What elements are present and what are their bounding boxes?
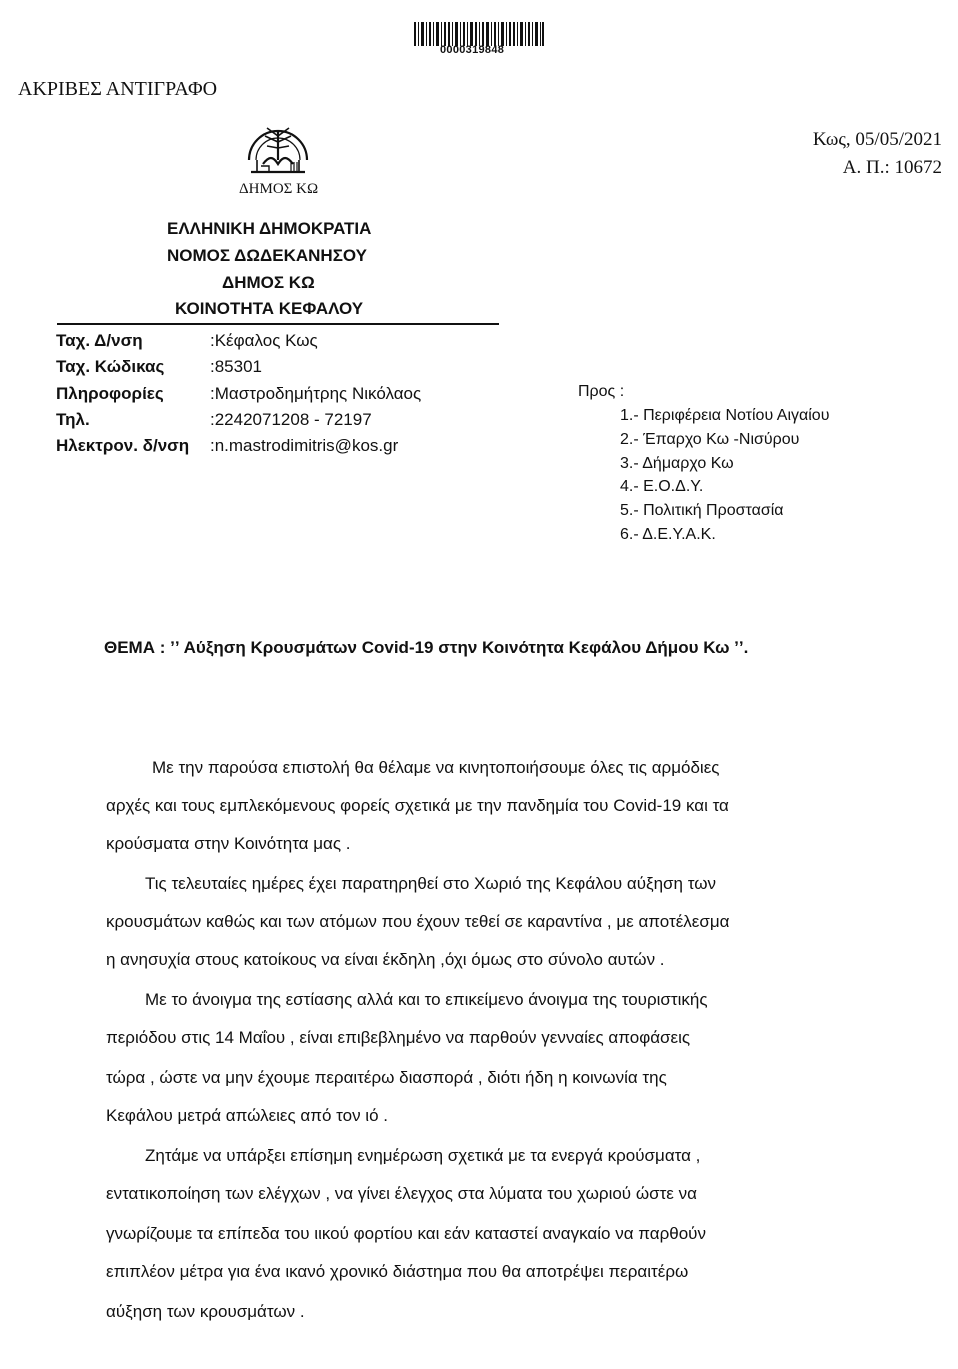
body-line: περιόδου στις 14 Μαΐου , είναι επιβεβλημένο να παρθούν γενναίες αποφάσεις (106, 1028, 691, 1047)
body-line: Τις τελευταίες ημέρες έχει παρατηρηθεί στο Χωριό της Κεφάλου αύξηση των (145, 874, 716, 893)
contact-label-address: Ταχ. Δ/νση (56, 331, 143, 350)
body-line: Ζητάμε να υπάρξει επίσημη ενημέρωση σχετικά με τα ενεργά κρούσματα , (145, 1146, 701, 1165)
recipient-item: 4.- Ε.Ο.Δ.Υ. (620, 478, 704, 495)
recipient-item: 5.- Πολιτική Προστασία (620, 502, 784, 519)
header-line-community: ΚΟΙΝΟΤΗΤΑ ΚΕΦΑΛΟΥ (175, 299, 364, 318)
contact-value-email: :n.mastrodimitris@kos.gr (210, 436, 399, 455)
body-line: αρχές και τους εμπλεκόμενους φορείς σχετικά με την πανδημία του Covid-19 και τα (106, 796, 729, 815)
body-line: Κεφάλου μετρά απώλειες από τον ιό . (106, 1106, 388, 1125)
body-line: η ανησυχία στους κατοίκους να είναι έκδηλη ,όχι όμως στο σύνολο αυτών . (106, 950, 665, 969)
document-date: Κως, 05/05/2021 (812, 129, 942, 150)
body-line: αύξηση των κρουσμάτων . (106, 1302, 305, 1321)
recipients-title: Προς : (578, 383, 625, 400)
contact-value-phone: :2242071208 - 72197 (210, 410, 372, 429)
body-line: Με την παρούσα επιστολή θα θέλαμε να κινητοποιήσουμε όλες τις αρμόδιες (152, 758, 720, 777)
logo-caption: ΔΗΜΟΣ ΚΩ (239, 181, 319, 197)
certified-copy-label: ΑΚΡΙΒΕΣ ΑΝΤΙΓΡΑΦΟ (18, 78, 218, 100)
recipient-item: 6.- Δ.Ε.Υ.Α.Κ. (620, 526, 716, 543)
protocol-number: Α. Π.: 10672 (842, 157, 942, 178)
contact-label-info: Πληροφορίες (56, 384, 164, 403)
contact-value-postcode: :85301 (210, 357, 262, 376)
header-divider (57, 323, 499, 325)
municipality-emblem-icon (243, 120, 313, 178)
header-line-prefecture: ΝΟΜΟΣ ΔΩΔΕΚΑΝΗΣΟΥ (167, 246, 367, 265)
contact-label-postcode: Ταχ. Κώδικας (56, 357, 165, 376)
header-line-republic: ΕΛΛΗΝΙΚΗ ΔΗΜΟΚΡΑΤΙΑ (167, 219, 372, 238)
barcode-number: 0000319848 (440, 44, 505, 56)
body-line: γνωρίζουμε τα επίπεδα του ιικού φορτίου και εάν καταστεί αναγκαίο να παρθούν (106, 1224, 706, 1243)
body-line: επιπλέον μέτρα για ένα ικανό χρονικό διάστημα που θα αποτρέψει περαιτέρω (106, 1262, 689, 1281)
body-line: κρούσματα στην Κοινότητα μας . (106, 834, 351, 853)
recipient-item: 2.- Έπαρχο Κω -Νισύρου (620, 431, 800, 448)
contact-label-phone: Τηλ. (56, 410, 90, 429)
subject-line: ΘΕΜΑ : ʼʼ Αύξηση Κρουσμάτων Covid-19 στην Κοινότητα Κεφάλου Δήμου Κω ʼʼ. (104, 638, 749, 657)
recipient-item: 1.- Περιφέρεια Νοτίου Αιγαίου (620, 407, 830, 424)
body-line: κρουσμάτων καθώς και των ατόμων που έχουν τεθεί σε καραντίνα , με αποτέλεσμα (106, 912, 730, 931)
contact-value-info: :Μαστροδημήτρης Νικόλαος (210, 384, 422, 403)
body-line: Με το άνοιγμα της εστίασης αλλά και το επικείμενο άνοιγμα της τουριστικής (145, 990, 708, 1009)
header-line-municipality: ΔΗΜΟΣ ΚΩ (222, 273, 315, 292)
contact-value-address: :Κέφαλος Κως (210, 331, 318, 350)
recipient-item: 3.- Δήμαρχο Κω (620, 455, 734, 472)
body-line: τώρα , ώστε να μην έχουμε περαιτέρω διασπορά , διότι ήδη η κοινωνία της (106, 1068, 667, 1087)
contact-label-email: Ηλεκτρον. δ/νση (56, 436, 190, 455)
body-line: εντατικοποίηση των ελέγχων , να γίνει έλεγχος στα λύματα του χωριού ώστε να (106, 1184, 697, 1203)
barcode (414, 22, 544, 46)
